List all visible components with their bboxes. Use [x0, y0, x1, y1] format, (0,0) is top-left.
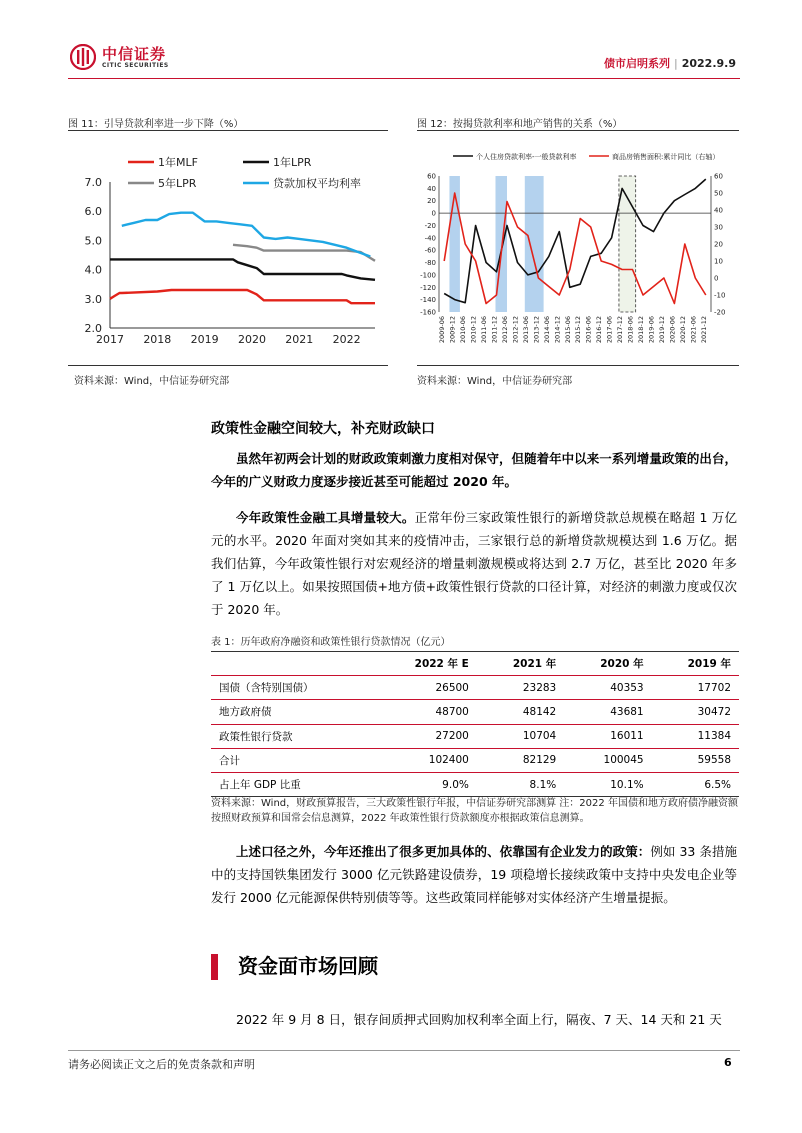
x-tick-label: 2010-12 [469, 316, 478, 344]
y-tick-label: 4.0 [84, 263, 102, 277]
figure-11-chart [68, 140, 398, 370]
table-header-cell: 2021 年 [477, 652, 564, 676]
table-header-cell: 2020 年 [564, 652, 651, 676]
table-cell: 23283 [477, 676, 564, 700]
paragraph-3-text: 例如 33 条措施中的支持国铁集团发行 3000 亿元铁路建设债券，19 项稳增长接续政策中支持中央发电企业等发行 2000 亿元能源保供特别债等等。这些政策同样能够对实体经济产生增量提振。 [211, 844, 737, 905]
left-tick-label: 20 [427, 197, 436, 206]
x-tick-label: 2015-12 [574, 316, 583, 344]
left-tick-label: -60 [424, 246, 436, 255]
right-tick-label: -20 [714, 308, 726, 317]
legend-label: 个人住房贷款利率-一般贷款利率 [476, 153, 577, 161]
figure-12-source: 资料来源：Wind，中信证券研究部 [417, 376, 573, 387]
table-cell: 8.1% [477, 772, 564, 796]
x-tick-label: 2015-06 [563, 316, 572, 344]
x-tick-label: 2013-12 [532, 316, 541, 344]
x-tick-label: 2010-06 [459, 316, 468, 344]
legend-label: 5年LPR [158, 177, 197, 190]
table-cell: 26500 [374, 676, 477, 700]
paragraph-2-text: 正常年份三家政策性银行的新增贷款总规模在略超 1 万亿元的水平。2020 年面对突如其来的疫情冲击，三家银行总的新增贷款规模达到 1.6 万亿。据我们估算，今年政策性银行对宏观经济的增量刺激规模或将达到 2.7 万亿，甚至比 2020 年多了 1 万亿以上。如果按照国债+地方债+政策性银行贷款的口径计算，对经济的刺激力度或仅次于 2020 年。 [211, 510, 737, 617]
right-tick-label: 0 [714, 274, 719, 283]
legend-label: 1年MLF [158, 156, 198, 169]
table-cell: 17702 [652, 676, 739, 700]
legend-label: 商品房销售面积:累计同比（右轴） [612, 153, 720, 161]
x-tick-label: 2013-06 [521, 316, 530, 344]
figure-11-rule [68, 130, 388, 131]
right-tick-label: -10 [714, 291, 726, 300]
x-tick-label: 2021 [285, 333, 314, 346]
table-cell: 合计 [211, 748, 374, 772]
x-tick-label: 2020 [237, 333, 266, 346]
paragraph-2 [211, 506, 737, 621]
table-cell: 地方政府债 [211, 700, 374, 724]
right-tick-label: 50 [714, 189, 723, 198]
table-cell: 59558 [652, 748, 739, 772]
left-tick-label: -40 [424, 234, 436, 243]
report-series: 债市启明系列 [604, 57, 670, 70]
paragraph-1 [211, 447, 737, 493]
paragraph-2-lead: 今年政策性金融工具增量较大。 [236, 510, 415, 525]
left-tick-label: -160 [420, 308, 436, 317]
left-tick-label: -80 [424, 259, 436, 268]
y-tick-label: 5.0 [84, 234, 102, 248]
page-number: 6 [724, 1056, 732, 1069]
report-date: 2022.9.9 [681, 57, 736, 70]
figure-12-rule-bottom [417, 365, 739, 366]
figure-12-rule [417, 130, 739, 131]
paragraph-3 [211, 840, 737, 909]
x-tick-label: 2020-06 [668, 316, 677, 344]
x-tick-label: 2017-06 [605, 316, 614, 344]
table-header-cell: 2019 年 [652, 652, 739, 676]
x-tick-label: 2012-12 [511, 316, 520, 344]
x-tick-label: 2014-12 [553, 316, 562, 344]
x-tick-label: 2022 [332, 333, 361, 346]
table-cell: 48142 [477, 700, 564, 724]
x-tick-label: 2011-06 [480, 316, 489, 344]
table-header-cell [211, 652, 374, 676]
x-tick-label: 2017-12 [616, 316, 625, 344]
table-row [211, 748, 739, 772]
section-heading: 资金面市场回顾 [238, 954, 378, 978]
paragraph-1-text: 虽然年初两会计划的财政政策刺激力度相对保守，但随着年中以来一系列增量政策的出台，今年的广义财政力度逐步接近甚至可能超过 2020 年。 [211, 451, 737, 489]
series-line-5年LPR [233, 245, 375, 261]
header-divider [68, 78, 740, 79]
table-cell: 30472 [652, 700, 739, 724]
right-tick-label: 30 [714, 223, 723, 232]
right-tick-label: 60 [714, 172, 723, 181]
left-tick-label: -100 [420, 271, 436, 280]
left-tick-label: -20 [424, 221, 436, 230]
figure-11-source: 资料来源：Wind，中信证券研究部 [74, 376, 230, 387]
figure-12-chart [417, 140, 739, 368]
x-tick-label: 2021-06 [689, 316, 698, 344]
table-cell: 16011 [564, 724, 651, 748]
y-tick-label: 2.0 [84, 322, 102, 335]
footer-disclaimer: 请务必阅读正文之后的免责条款和声明 [68, 1058, 255, 1071]
table-header-row [211, 652, 739, 676]
figure-12-title: 图 12：按揭贷款利率和地产销售的关系（%） [417, 119, 623, 130]
x-tick-label: 2019-06 [647, 316, 656, 344]
footer-divider [68, 1050, 740, 1051]
right-tick-label: 40 [714, 206, 723, 215]
x-tick-label: 2020-12 [678, 316, 687, 344]
left-tick-label: 0 [431, 209, 436, 218]
y-tick-label: 7.0 [84, 176, 102, 189]
table-cell: 102400 [374, 748, 477, 772]
page-header [58, 38, 748, 74]
x-tick-label: 2018 [143, 333, 172, 346]
table-1 [211, 651, 739, 797]
x-tick-label: 2018-06 [626, 316, 635, 344]
table-1-note: 资料来源：Wind，财政预算报告，三大政策性银行年报，中信证券研究部测算 注：2022 年国债和地方政府债净融资额按照财政预算和国常会信息测算，2022 年政策性银行贷款额度亦根据政策信息测算。 [211, 798, 738, 824]
table-cell: 政策性银行贷款 [211, 724, 374, 748]
series-line-1年LPR [110, 259, 375, 279]
x-tick-label: 2009-06 [438, 316, 447, 344]
citic-logo-icon [70, 44, 96, 70]
legend-label: 1年LPR [273, 156, 312, 169]
table-cell: 27200 [374, 724, 477, 748]
logo-text-cn: 中信证券 [102, 45, 167, 63]
table-cell: 9.0% [374, 772, 477, 796]
left-tick-label: -140 [420, 296, 436, 305]
logo-text-en: CITIC SECURITIES [102, 62, 169, 69]
x-tick-label: 2021-12 [699, 316, 708, 344]
table-cell: 10.1% [564, 772, 651, 796]
left-tick-label: -120 [420, 283, 436, 292]
y-tick-label: 3.0 [84, 292, 102, 306]
table-cell: 11384 [652, 724, 739, 748]
table-row [211, 772, 739, 796]
table-row [211, 700, 739, 724]
x-tick-label: 2016-06 [584, 316, 593, 344]
shaded-period [525, 176, 544, 312]
x-tick-label: 2014-06 [542, 316, 551, 344]
left-tick-label: 40 [427, 184, 436, 193]
table-cell: 100045 [564, 748, 651, 772]
left-tick-label: 60 [427, 172, 436, 181]
x-tick-label: 2011-12 [490, 316, 499, 344]
table-cell: 10704 [477, 724, 564, 748]
paragraph-3-lead: 上述口径之外，今年还推出了很多更加具体的、依靠国有企业发力的政策： [236, 844, 651, 859]
table-cell: 82129 [477, 748, 564, 772]
figure-11-title: 图 11：引导贷款利率进一步下降（%） [68, 119, 244, 130]
series-line-1年MLF [110, 290, 375, 303]
x-tick-label: 2009-12 [448, 316, 457, 344]
header-meta: 债市启明系列 | 2022.9.9 [604, 57, 736, 70]
x-tick-label: 2017 [96, 333, 124, 346]
table-cell: 占上年 GDP 比重 [211, 772, 374, 796]
x-tick-label: 2019 [190, 333, 219, 346]
y-tick-label: 6.0 [84, 205, 102, 219]
x-tick-label: 2012-06 [501, 316, 509, 344]
heading-accent-bar [211, 954, 218, 980]
paragraph-4 [211, 1008, 737, 1031]
legend-label: 贷款加权平均利率 [273, 177, 361, 190]
x-tick-label: 2016-12 [595, 316, 604, 344]
right-tick-label: 10 [714, 257, 723, 266]
right-tick-label: 20 [714, 240, 723, 249]
table-cell: 48700 [374, 700, 477, 724]
table-header-cell: 2022 年 E [374, 652, 477, 676]
table-cell: 40353 [564, 676, 651, 700]
table-1-title: 表 1：历年政府净融资和政策性银行贷款情况（亿元） [211, 637, 451, 648]
x-tick-label: 2019-12 [657, 316, 666, 344]
table-cell: 43681 [564, 700, 651, 724]
paragraph-4-text: 2022 年 9 月 8 日，银存间质押式回购加权利率全面上行，隔夜、7 天、14 天和 21 天 [236, 1012, 722, 1027]
figure-11-rule-bottom [68, 365, 388, 366]
table-row [211, 724, 739, 748]
x-tick-label: 2018-12 [637, 316, 645, 344]
section-title: 政策性金融空间较大，补充财政缺口 [211, 421, 435, 437]
table-row [211, 676, 739, 700]
table-cell: 国债（含特别国债） [211, 676, 374, 700]
table-cell: 6.5% [652, 772, 739, 796]
